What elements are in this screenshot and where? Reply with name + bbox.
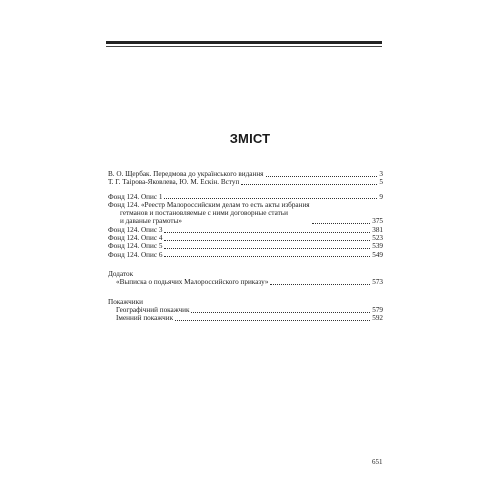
toc-entry-page: 381 [372, 225, 383, 234]
page-title: ЗМІСТ [229, 131, 271, 146]
toc-entry-label: Т. Г. Таірова-Яковлева, Ю. М. Ескін. Вступ [108, 178, 240, 187]
toc-entry-reestr[interactable] [108, 201, 383, 226]
toc-entry-label: Географічний покажчик [116, 305, 190, 314]
dot-leader [191, 312, 370, 313]
dot-leader [164, 232, 370, 233]
toc-heading-indexes: Покажчики [108, 297, 143, 306]
toc-entry-label: Фонд 124. Опис 6 [108, 250, 163, 259]
toc-entry-label: «Выписка о подьячих Малороссийского приказу» [116, 278, 269, 287]
dot-leader [312, 223, 371, 224]
dot-leader [270, 284, 370, 285]
toc-entry-label-line1: Фонд 124. «Реестр Малороссийским делам то есть акты избрания [108, 200, 310, 209]
toc-entry-label-line2: гетманов и постановляемые с ними договорные статьи [120, 209, 288, 218]
toc-entry-page: 549 [372, 250, 383, 259]
toc-entry-opys-1[interactable] [108, 193, 383, 201]
toc-entry-label: Фонд 124. Опис 1 [108, 192, 163, 201]
toc-entry-introduction[interactable] [108, 178, 383, 186]
toc-entry-page: 375 [372, 217, 383, 226]
toc-entry-label: Фонд 124. Опис 3 [108, 225, 163, 234]
toc-entry-opys-3[interactable] [108, 226, 383, 234]
toc-entry-label: В. О. Щербак. Передмова до українського видання [108, 170, 264, 178]
toc-heading-appendix: Додаток [108, 269, 134, 278]
toc-entry-opys-5[interactable] [108, 242, 383, 250]
toc-entry-page: 5 [379, 178, 383, 187]
toc-entry-page: 3 [379, 170, 383, 178]
toc-entry-opys-4[interactable] [108, 234, 383, 242]
toc-entry-preface[interactable] [108, 170, 383, 178]
dot-leader [164, 248, 370, 249]
toc-entry-page: 573 [372, 278, 383, 287]
toc-entry-label: Фонд 124. Опис 4 [108, 234, 163, 243]
page-number: 651 [372, 458, 383, 466]
dot-leader [164, 256, 370, 257]
dot-leader [241, 184, 377, 185]
toc-entry-page: 523 [372, 234, 383, 243]
toc-entry-page: 592 [372, 314, 383, 323]
toc-entry-label-line3: и даваные грамоты» [120, 217, 182, 226]
toc-entry-page: 9 [379, 192, 383, 201]
dot-leader [266, 176, 378, 177]
dot-leader [175, 320, 370, 321]
table-of-contents [108, 170, 383, 322]
toc-entry-label: Іменний покажчик [116, 314, 174, 323]
header-rule-thin [106, 46, 382, 47]
toc-entry-vypiska[interactable] [108, 278, 383, 286]
dot-leader [164, 198, 377, 199]
toc-entry-page: 539 [372, 242, 383, 251]
dot-leader [164, 240, 370, 241]
toc-entry-opys-6[interactable] [108, 251, 383, 259]
header-rule-thick [106, 41, 382, 44]
toc-entry-page: 579 [372, 305, 383, 314]
toc-entry-name-index[interactable] [108, 314, 383, 322]
toc-entry-geographic-index[interactable] [108, 306, 383, 314]
toc-entry-label: Фонд 124. Опис 5 [108, 242, 163, 251]
